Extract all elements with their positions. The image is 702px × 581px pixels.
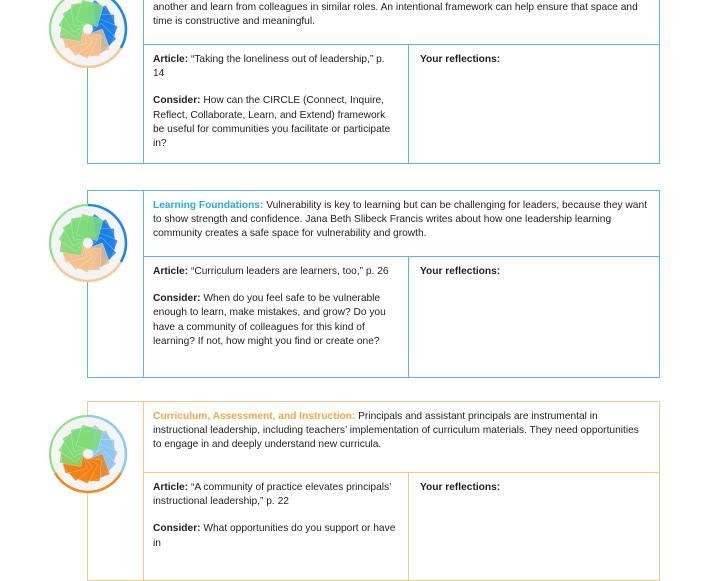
learning-foundations-emblem-icon — [47, 202, 129, 284]
curriculum-assessment-instruction-emblem-icon — [47, 413, 129, 495]
article-line — [153, 53, 398, 81]
article-title: “Taking the loneliness out of leadership,” p. 14 — [153, 54, 385, 80]
consider-question: How can the CIRCLE (Connect, Inquire, Reflect, Collaborate, Learn, and Extend) framework be useful for communities you facilitate or participate in? — [153, 95, 391, 150]
intro-text — [153, 410, 649, 453]
learning-communities-emblem-icon — [47, 0, 129, 70]
reflections-label: Your reflections: — [420, 54, 501, 65]
reflections-label: Your reflections: — [420, 482, 501, 493]
article-title: “Curriculum leaders are learners, too,” p. 26 — [188, 266, 389, 277]
consider-line — [153, 94, 398, 151]
article-label: Article: — [153, 266, 189, 277]
section-learning-foundations — [87, 190, 660, 378]
consider-label: Consider: — [153, 95, 201, 107]
article-label: Article: — [153, 482, 189, 493]
section-intro — [144, 191, 659, 257]
reflections-cell[interactable] — [410, 473, 659, 580]
consider-question: When do you feel safe to be vulnerable enough to learn, make mistakes, and grow? Do you have a community of colleagues for this kind of learning? If not, how might you find or create one? — [153, 293, 386, 347]
consider-question: What opportunities do you support or have in — [153, 523, 396, 549]
consider-label: Consider: — [153, 523, 201, 535]
article-title: “A community of practice elevates principals’ instructional leadership,” p. 22 — [153, 482, 391, 508]
intro-body: Vulnerability is key to learning but can be challenging for leaders, because they want to show strength and confidence. Jana Beth Slibeck Francis writes about how one leadership learning community creates a safe space for vulnerability and growth. — [153, 200, 647, 240]
intro-text — [153, 1, 649, 29]
article-label: Article: — [153, 54, 189, 65]
section-curriculum-assessment-instruction — [87, 401, 660, 581]
consider-line — [153, 292, 398, 349]
article-cell — [144, 257, 409, 377]
intro-body: Principals and assistant principals are instrumental in instructional leadership, including teachers’ implementation of curriculum materials. They need opportunities to engage in and deeply understand new curricula. — [153, 411, 639, 451]
section-intro — [144, 402, 659, 473]
consider-label: Consider: — [153, 293, 201, 305]
category-label: Curriculum, Assessment, and Instruction: — [153, 411, 356, 422]
reflections-label: Your reflections: — [420, 266, 501, 277]
intro-body: another and learn from colleagues in similar roles. An intentional framework can help ensure that space and time is constructive and meaningful. — [153, 2, 638, 28]
article-cell — [144, 45, 409, 163]
category-label: Learning Foundations: — [153, 200, 264, 211]
section-intro — [144, 0, 659, 45]
consider-line — [153, 522, 398, 550]
article-line — [153, 265, 398, 279]
article-line — [153, 481, 398, 509]
reflections-cell[interactable] — [410, 45, 659, 163]
section-learning-communities — [87, 0, 660, 164]
intro-text — [153, 199, 649, 242]
reflections-cell[interactable] — [410, 257, 659, 377]
article-cell — [144, 473, 409, 580]
